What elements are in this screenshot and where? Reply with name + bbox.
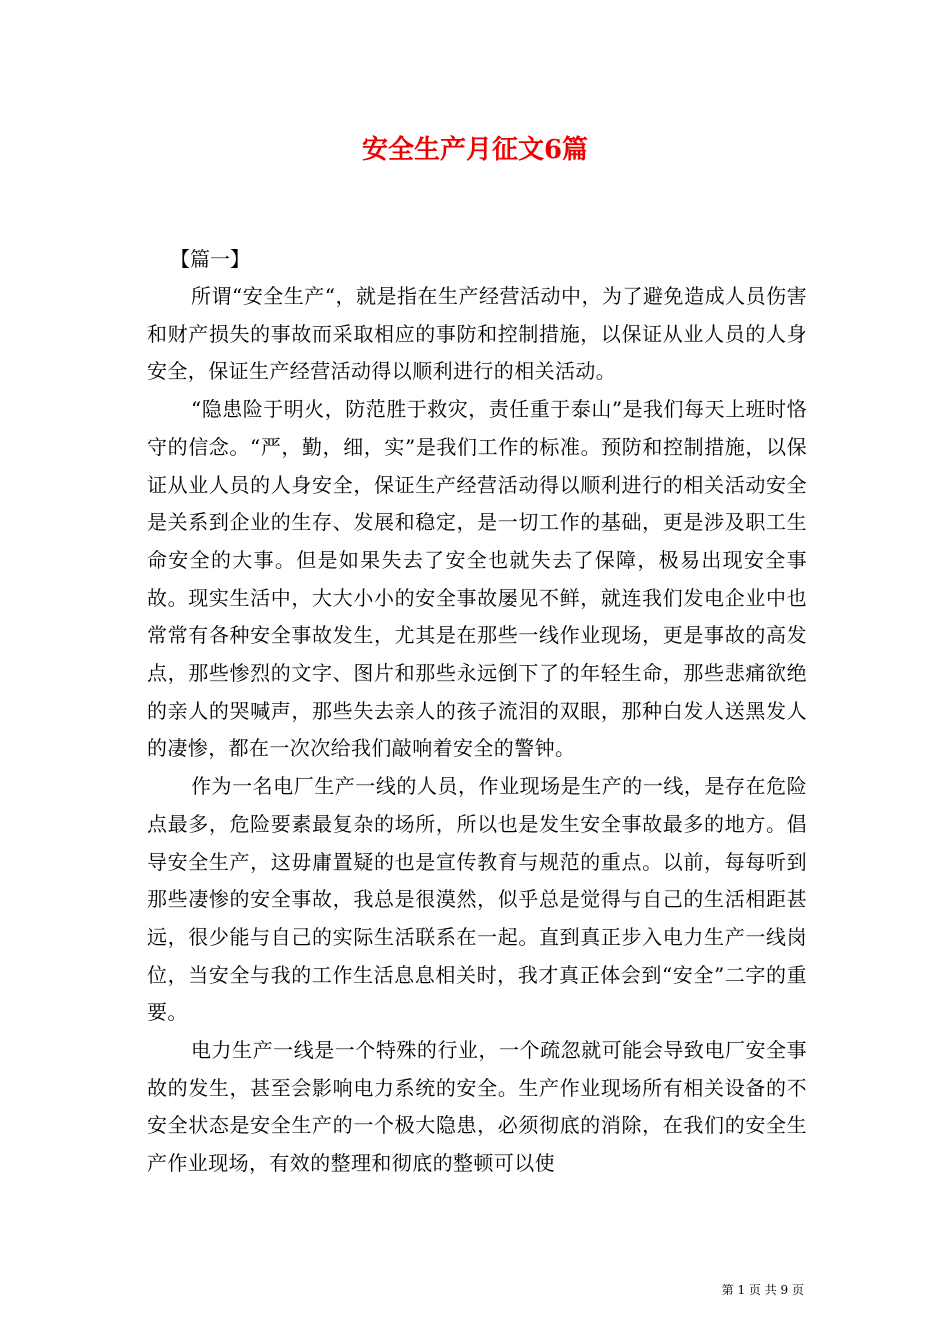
- document-title: 安全生产月征文6篇: [361, 135, 589, 165]
- paragraph: “隐患险于明火，防范胜于救灾，责任重于泰山”是我们每天上班时恪守的信念。“严，勤，细，实”是我们工作的标准。预防和控制措施，以保证从业人员的人身安全，保证生产经营活动得以顺利进行的相关活动安全是关系到企业的生存、发展和稳定，是一切工作的基础，更是涉及职工生命安全的大事。但是如果失去了安全也就失去了保障，极易出现安全事故。现实生活中，大大小小的安全事故屡见不鲜，就连我们发电企业中也常常有各种安全事故发生，尤其是在那些一线作业现场，更是事故的高发点，那些惨烈的文字、图片和那些永远倒下了的年轻生命，那些悲痛欲绝的亲人的哭喊声，那些失去亲人的孩子流泪的双眼，那种白发人送黑发人的凄惨，都在一次次给我们敲响着安全的警钟。: [147, 397, 807, 761]
- section-label: 【篇一】: [170, 247, 250, 271]
- paragraph: 作为一名电厂生产一线的人员，作业现场是生产的一线，是存在危险点最多，危险要素最复杂的场所，所以也是发生安全事故最多的地方。倡导安全生产，这毋庸置疑的也是宣传教育与规范的重点。以前，每每听到那些凄惨的安全事故，我总是很漠然，似乎总是觉得与自己的生活相距甚远，很少能与自己的实际生活联系在一起。直到真正步入电力生产一线岗位，当安全与我的工作生活息息相关时，我才真正体会到“安全”二字的重要。: [147, 774, 807, 1025]
- document-body: [147, 278, 807, 1183]
- paragraph: 所谓“安全生产“，就是指在生产经营活动中，为了避免造成人员伤害和财产损失的事故而采取相应的事防和控制措施，以保证从业人员的人身安全，保证生产经营活动得以顺利进行的相关活动。: [147, 284, 807, 384]
- page-footer: 第 1 页 共 9 页: [721, 1283, 804, 1297]
- paragraph: 电力生产一线是一个特殊的行业，一个疏忽就可能会导致电厂安全事故的发生，甚至会影响电力系统的安全。生产作业现场所有相关设备的不安全状态是安全生产的一个极大隐患，必须彻底的消除，在我们的安全生产作业现场，有效的整理和彻底的整顿可以使: [147, 1038, 807, 1176]
